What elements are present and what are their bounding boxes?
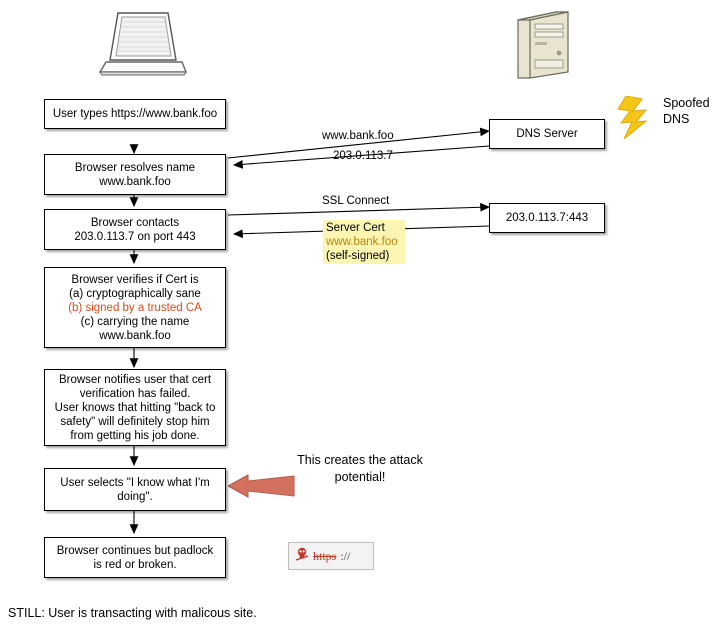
box-line: 203.0.113.7:443 [505,212,589,224]
box-line: safety" will definitely stop him [60,415,210,428]
label-ssl-connect: SSL Connect [322,195,390,207]
box-browser-resolves [44,154,226,195]
box-line: Browser contacts [90,216,180,229]
box-line: User types https://www.bank.foo [52,108,218,120]
cert-note-line2: www.bank.foo [326,236,398,248]
box-line: DNS Server [516,128,578,140]
spoofed-dns-line2: DNS [663,112,690,126]
box-line: doing". [117,490,153,503]
label-spoofed-dns [663,95,710,127]
box-browser-notifies [44,369,226,446]
box-line: Browser resolves name [74,161,196,174]
attack-note-line2: potential! [334,470,386,484]
skull-warning-icon [295,546,309,567]
box-line: Browser continues but padlock [56,544,214,557]
box-line: (c) carrying the name [80,315,190,328]
attack-note-line1: This creates the attack [297,453,423,467]
box-line: Browser notifies user that cert [58,373,212,386]
box-line: verification has failed. [79,387,191,400]
label-dns-query: www.bank.foo [322,130,394,142]
box-line-trusted-ca: (b) signed by a trusted CA [68,301,202,314]
label-dns-answer: 203.0.113.7 [333,150,393,162]
attack-arrow-icon [228,470,296,502]
note-server-cert [323,220,405,264]
box-line: www.bank.foo [99,329,171,342]
box-line: from getting his job done. [70,429,200,442]
url-separator-text: :// [340,548,351,563]
box-host-443 [489,203,605,233]
spoofed-dns-line1: Spoofed [663,96,710,110]
box-line: (a) cryptographically sane [69,287,201,300]
box-dns-server [489,119,605,149]
note-attack-potential [288,452,432,486]
url-scheme-text: https [313,548,337,563]
laptop-icon [96,8,188,80]
box-line: User selects "I know what I'm [60,476,210,489]
box-line: User knows that hitting "back to [54,401,216,414]
box-user-types [44,99,226,129]
box-browser-contacts [44,209,226,250]
browser-url-bar[interactable] [288,542,374,570]
box-user-selects [44,468,226,511]
cert-note-line3: (self-signed) [326,250,390,262]
box-browser-continues [44,537,226,578]
box-browser-verifies [44,267,226,348]
lightning-bolt-icon [616,96,662,140]
box-line: 203.0.113.7 on port 443 [74,230,196,243]
box-line: Browser verifies if Cert is [71,273,199,286]
box-line: is red or broken. [93,558,177,571]
box-line: www.bank.foo [99,175,171,188]
server-tower-icon [510,10,576,80]
cert-note-line1: Server Cert [326,222,385,234]
footer-note: STILL: User is transacting with malicous site. [8,606,257,620]
